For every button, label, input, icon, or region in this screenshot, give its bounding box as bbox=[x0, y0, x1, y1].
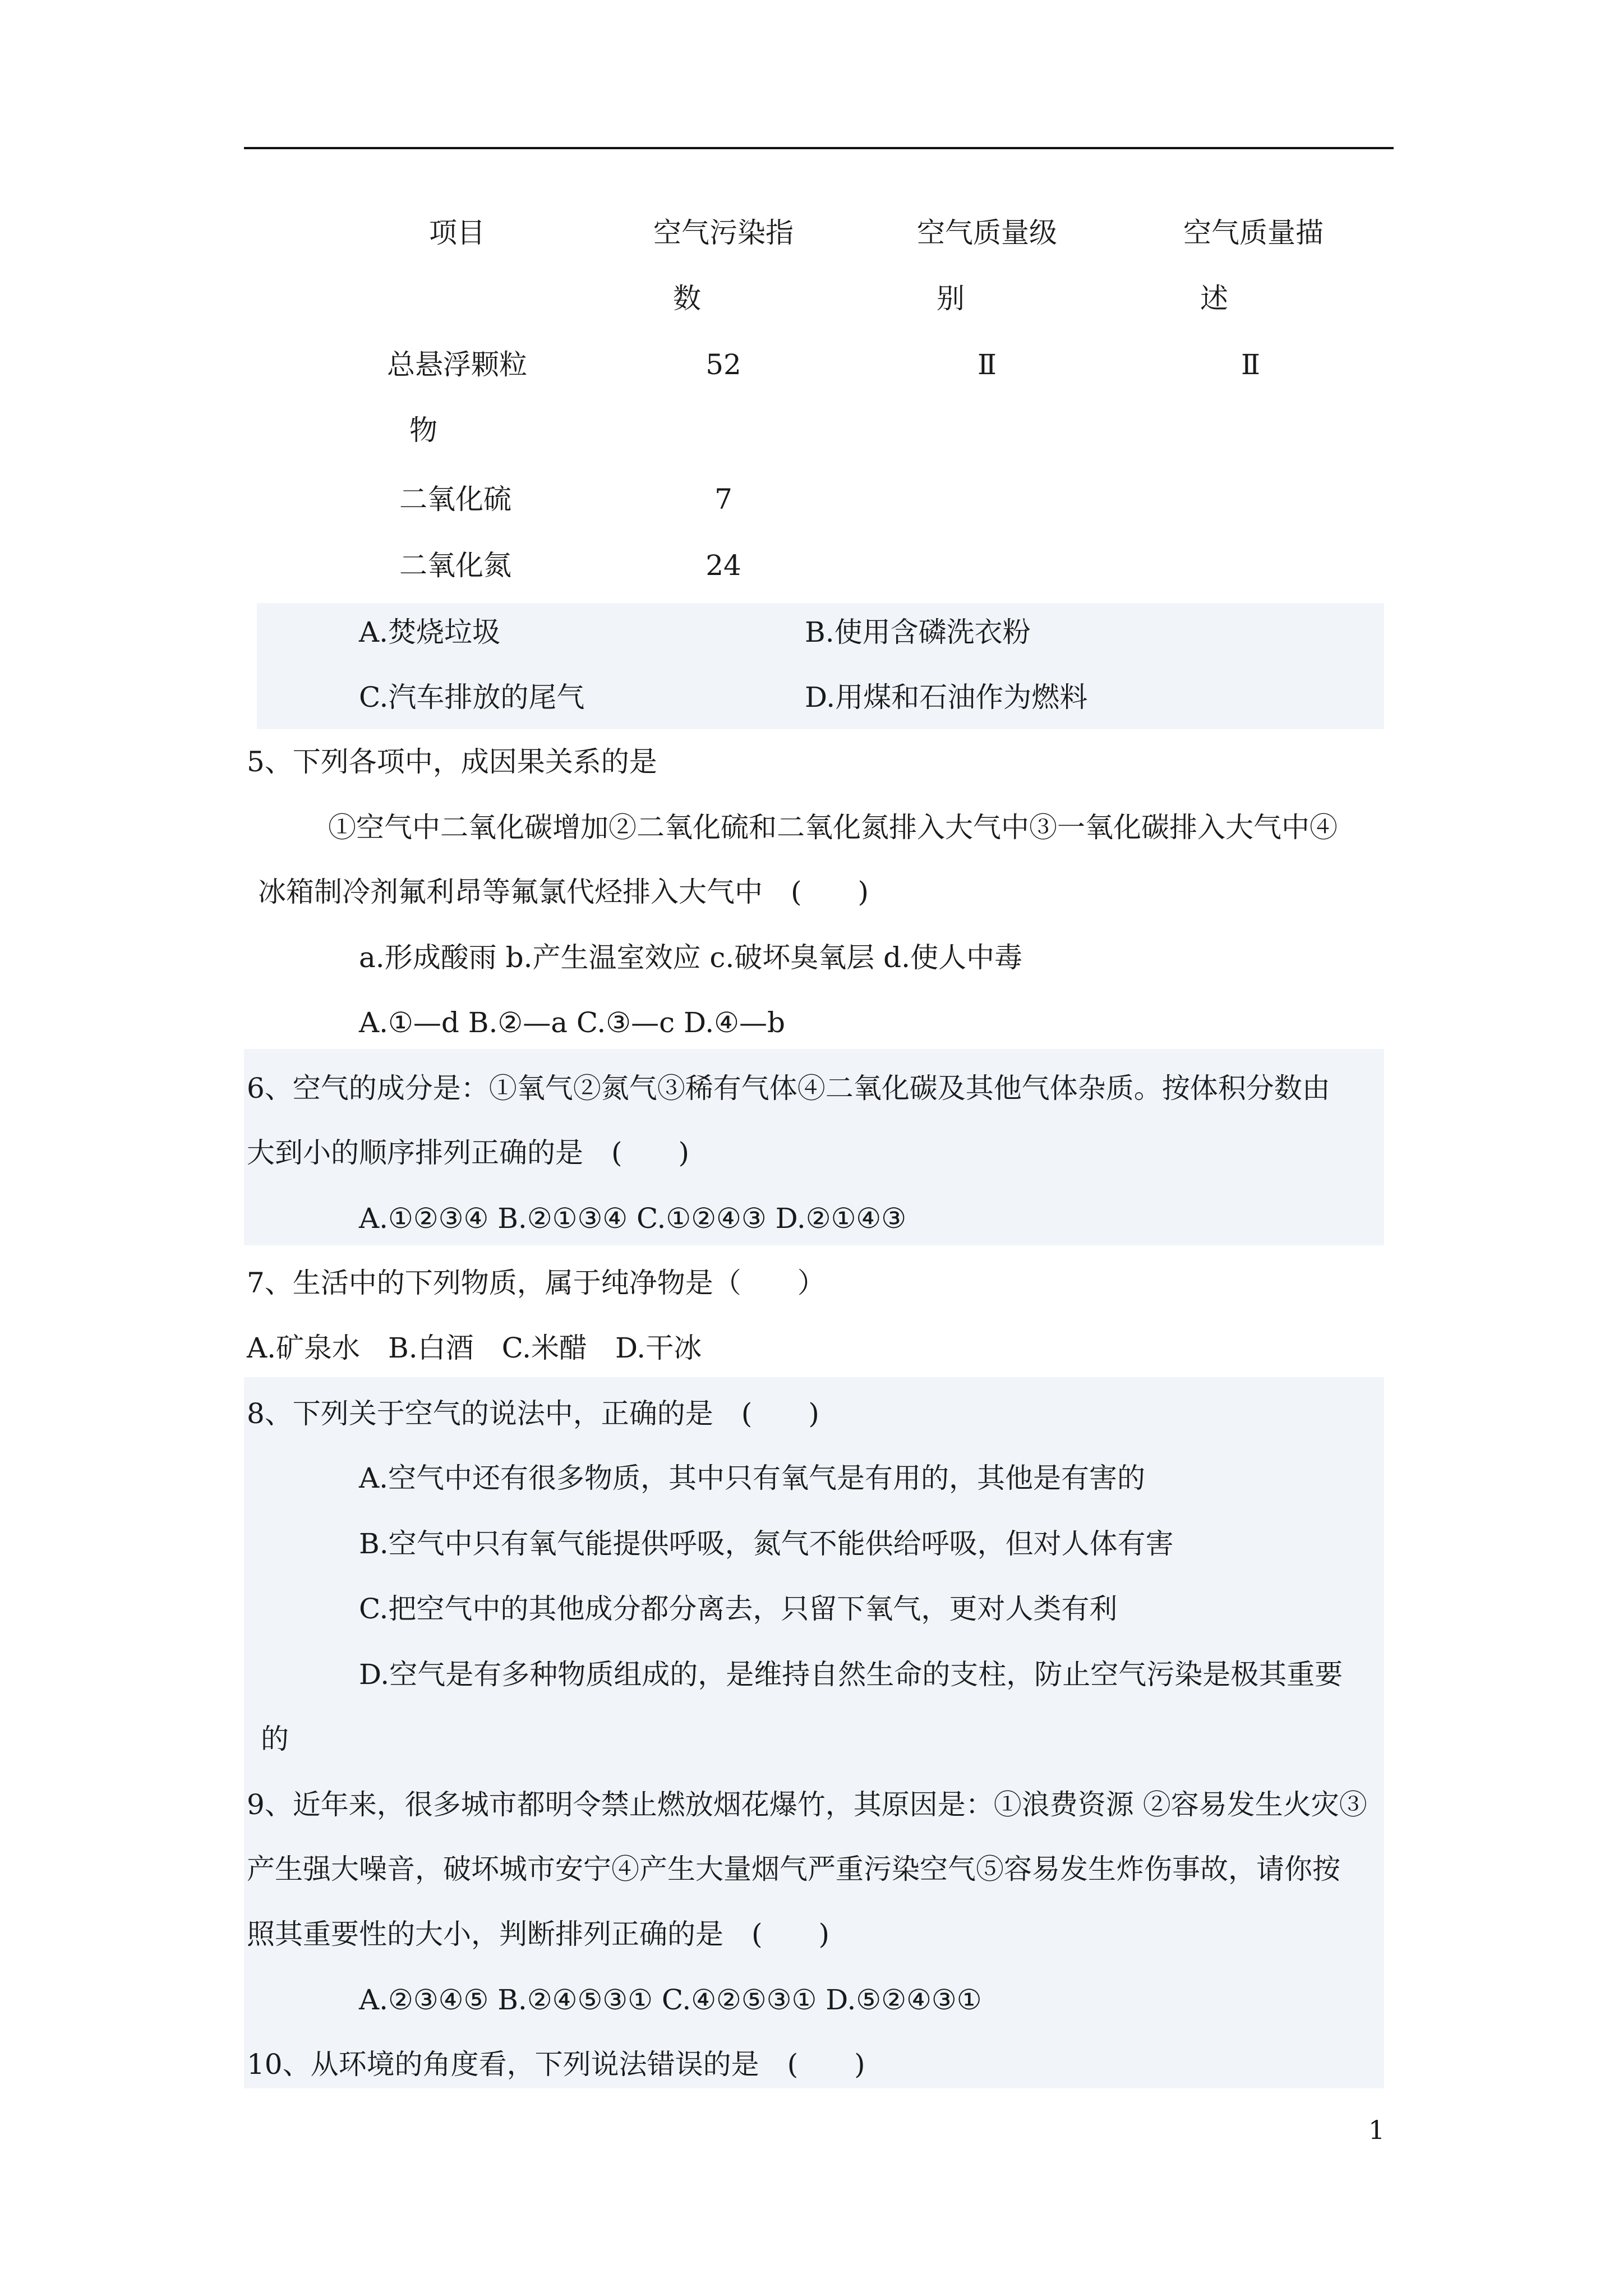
table-row-2-index: 7 bbox=[714, 483, 732, 516]
table-row-1-level: Ⅱ bbox=[978, 348, 997, 381]
q4-option-d: D.用煤和石油作为燃料 bbox=[805, 681, 1088, 714]
q4-option-c: C.汽车排放的尾气 bbox=[359, 681, 585, 714]
table-row-3-index: 24 bbox=[706, 549, 741, 582]
table-header-level: 空气质量级 别 bbox=[917, 217, 1057, 315]
q9-stem-line1: 9、近年来，很多城市都明令禁止燃放烟花爆竹，其原因是：①浪费资源 ②容易发生火灾③ bbox=[247, 1788, 1367, 1821]
table-row-2-item: 二氧化硫 bbox=[399, 483, 511, 516]
q9-options: A.②③④⑤ B.②④⑤③① C.④②⑤③① D.⑤②④③① bbox=[359, 1984, 982, 2016]
table-row-1-index: 52 bbox=[706, 348, 741, 381]
table-header-item: 项目 bbox=[429, 217, 485, 249]
table-row-1-item: 总悬浮颗粒 物 bbox=[387, 348, 527, 447]
table-header-desc: 空气质量描 述 bbox=[1183, 217, 1324, 315]
q6-options: A.①②③④ B.②①③④ C.①②④③ D.②①④③ bbox=[359, 1202, 907, 1235]
q8-stem: 8、下列关于空气的说法中，正确的是 ( ) bbox=[247, 1397, 819, 1430]
q8-option-a: A.空气中还有很多物质，其中只有氧气是有用的，其他是有害的 bbox=[359, 1462, 1146, 1494]
q5-statement-line2: 冰箱制冷剂氟利昂等氟氯代烃排入大气中 ( ) bbox=[258, 876, 869, 908]
header-rule bbox=[244, 147, 1394, 149]
page-number: 1 bbox=[1368, 2115, 1385, 2145]
q8-option-d-line2: 的 bbox=[261, 1723, 289, 1755]
q7-stem: 7、生活中的下列物质，属于纯净物是（ ） bbox=[247, 1267, 826, 1299]
q4-option-a: A.焚烧垃圾 bbox=[359, 616, 501, 648]
q9-stem-line3: 照其重要性的大小，判断排列正确的是 ( ) bbox=[247, 1918, 830, 1950]
q8-option-b: B.空气中只有氧气能提供呼吸，氮气不能供给呼吸，但对人体有害 bbox=[359, 1527, 1174, 1560]
table-row-3-item: 二氧化氮 bbox=[399, 549, 511, 582]
q8-option-d-line1: D.空气是有多种物质组成的，是维持自然生命的支柱，防止空气污染是极其重要 bbox=[359, 1658, 1343, 1691]
q5-options: A.①—d B.②—a C.③—c D.④—b bbox=[359, 1006, 786, 1039]
table-header-index: 空气污染指 数 bbox=[653, 217, 794, 315]
q5-stem: 5、下列各项中，成因果关系的是 bbox=[247, 746, 657, 778]
q8-option-c: C.把空气中的其他成分都分离去，只留下氧气，更对人类有利 bbox=[359, 1593, 1118, 1625]
q6-stem-line2: 大到小的顺序排列正确的是 ( ) bbox=[247, 1137, 690, 1169]
q4-option-b: B.使用含磷洗衣粉 bbox=[805, 616, 1031, 648]
q9-stem-line2: 产生强大噪音，破坏城市安宁④产生大量烟气严重污染空气⑤容易发生炸伤事故，请你按 bbox=[247, 1853, 1340, 1885]
q5-sub-items: a.形成酸雨 b.产生温室效应 c.破坏臭氧层 d.使人中毒 bbox=[359, 941, 1023, 974]
q5-statement-line1: ①空气中二氧化碳增加②二氧化硫和二氧化氮排入大气中③一氧化碳排入大气中④ bbox=[328, 811, 1338, 844]
q7-options: A.矿泉水 B.白酒 C.米醋 D.干冰 bbox=[247, 1332, 702, 1364]
q6-stem-line1: 6、空气的成分是：①氧气②氮气③稀有气体④二氧化碳及其他气体杂质。按体积分数由 bbox=[247, 1072, 1330, 1105]
q10-stem: 10、从环境的角度看，下列说法错误的是 ( ) bbox=[247, 2048, 865, 2081]
table-row-1-desc: Ⅱ bbox=[1241, 348, 1260, 381]
